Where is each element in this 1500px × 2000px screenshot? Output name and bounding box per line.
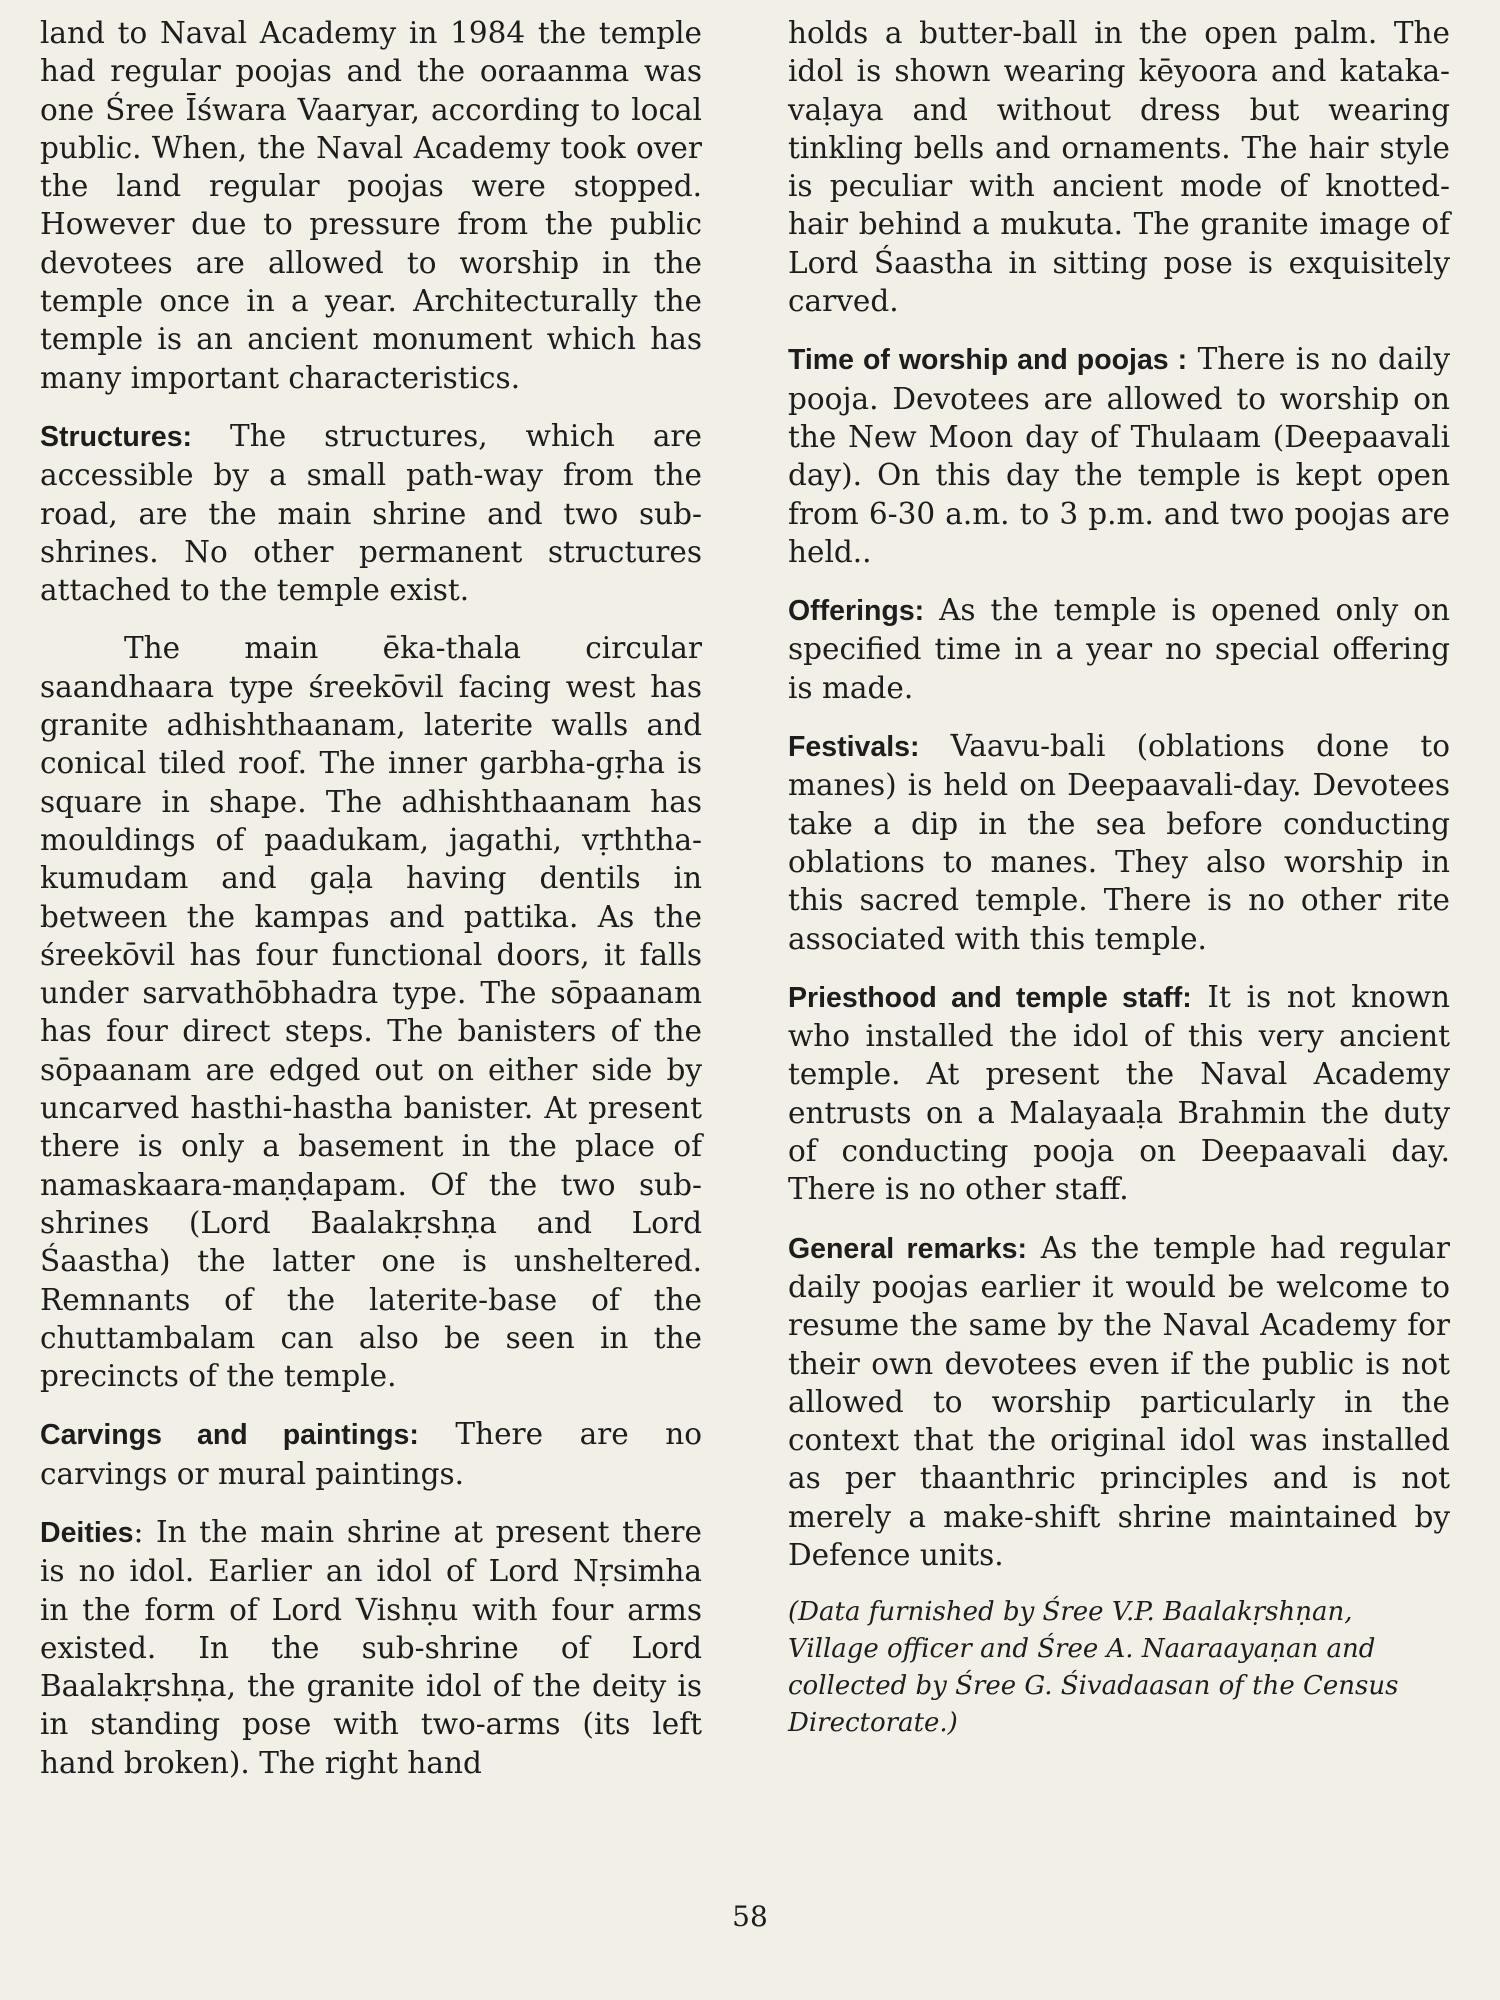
carvings-section [40, 1415, 702, 1493]
structures-text: The structures, which are accessible by a small path-way from the road, are the main shrine and two sub-shrines. No other permanent structures attached to the temple exist. [40, 418, 702, 608]
carvings-text: There are no carvings or mural paintings. [40, 1417, 702, 1491]
festivals-heading: Festivals: [788, 731, 920, 764]
offerings-section [788, 591, 1450, 707]
idol-paragraph: holds a butter-ball in the open palm. The idol is shown wearing kēyoora and kataka-vaḷaya and without dress but wearing tinkling bells and ornaments. The hair style is peculiar with ancient mode of knotted-hair behind a mukuta. The granite image of Lord Śaastha in sitting pose is exquisitely carved. [788, 16, 1450, 319]
festivals-section [788, 727, 1450, 958]
data-credit-note: (Data furnished by Śree V.P. Baalakṛshṇan, Village officer and Śree A. Naaraayaṇan and collected by Śree G. Śivadaasan of the Census Directorate.) [788, 1597, 1399, 1739]
deities-text: : In the main shrine at present there is no idol. Earlier an idol of Lord Nṛsimha in the form of Lord Vishṇu with four arms existed. In the sub-shrine of Lord Baalakṛshṇa, the granite idol of the deity is in standing pose with two-arms (its left hand broken). The right hand [40, 1514, 702, 1780]
worship-section [788, 340, 1450, 571]
general-remarks-section [788, 1229, 1450, 1575]
structures-heading: Structures: [40, 420, 193, 453]
intro-paragraph: land to Naval Academy in 1984 the temple had regular poojas and the ooraanma was one Śree Īśwara Vaaryar, according to local public. When, the Naval Academy took over the land regular poojas were stopped. However due to pressure from the public devotees are allowed to worship in the temple once in a year. Architecturally the temple is an ancient monument which has many important characteristics. [40, 16, 702, 395]
right-column [788, 14, 1450, 1762]
offerings-text: As the temple is opened only on specified time in a year no special offering is made. [788, 593, 1450, 705]
general-remarks-text: As the temple had regular daily poojas earlier it would be welcome to resume the same by the Naval Academy for their own devotees even if the public is not allowed to worship particularly in the context that the original idol was installed as per thaanthric principles and is not merely a make-shift shrine maintained by Defence units. [788, 1230, 1450, 1572]
structures-section [40, 417, 702, 609]
page-number: 58 [732, 1900, 768, 1933]
general-remarks-heading: General remarks: [788, 1232, 1027, 1265]
priesthood-section [788, 978, 1450, 1209]
worship-heading: Time of worship and poojas : [788, 344, 1188, 377]
offerings-heading: Offerings: [788, 595, 925, 628]
left-column [40, 14, 702, 1802]
priesthood-heading: Priesthood and temple staff: [788, 981, 1192, 1014]
festivals-text: Vaavu-bali (oblations done to manes) is held on Deepaavali-day. Devotees take a dip in the sea before conducting oblations to manes. They also worship in this sacred temple. There is no other rite associated with this temple. [788, 729, 1450, 956]
priesthood-text: It is not known who installed the idol of this very ancient temple. At present the Naval Academy entrusts on a Malayaaḷa Brahmin the duty of conducting pooja on Deepaavali day. There is no other staff. [788, 979, 1451, 1207]
deities-heading: Deities [40, 1516, 134, 1549]
main-shrine-paragraph: The main ēka-thala circular saandhaara type śreekōvil facing west has granite adhishthaanam, laterite walls and conical tiled roof. The inner garbha-gṛha is square in shape. The adhishthaanam has mouldings of paadukam, jagathi, vṛththa-kumudam and gaḷa having dentils in between the kampas and pattika. As the śreekōvil has four functional doors, it falls under sarvathōbhadra type. The sōpaanam has four direct steps. The banisters of the sōpaanam are edged out on either side by uncarved hasthi-hastha banister. At present there is only a basement in the place of namaskaara-maṇḍapam. Of the two sub-shrines (Lord Baalakṛshṇa and Lord Śaastha) the latter one is unsheltered. Remnants of the laterite-base of the chuttambalam can also be seen in the precincts of the temple. [40, 631, 702, 1394]
carvings-heading: Carvings and paintings: [40, 1419, 419, 1452]
worship-text: There is no daily pooja. Devotees are allowed to worship on the New Moon day of Thulaam (Deepaavali day). On this day the temple is kept open from 6-30 a.m. to 3 p.m. and two poojas are held.. [788, 342, 1450, 569]
deities-section [40, 1513, 702, 1782]
